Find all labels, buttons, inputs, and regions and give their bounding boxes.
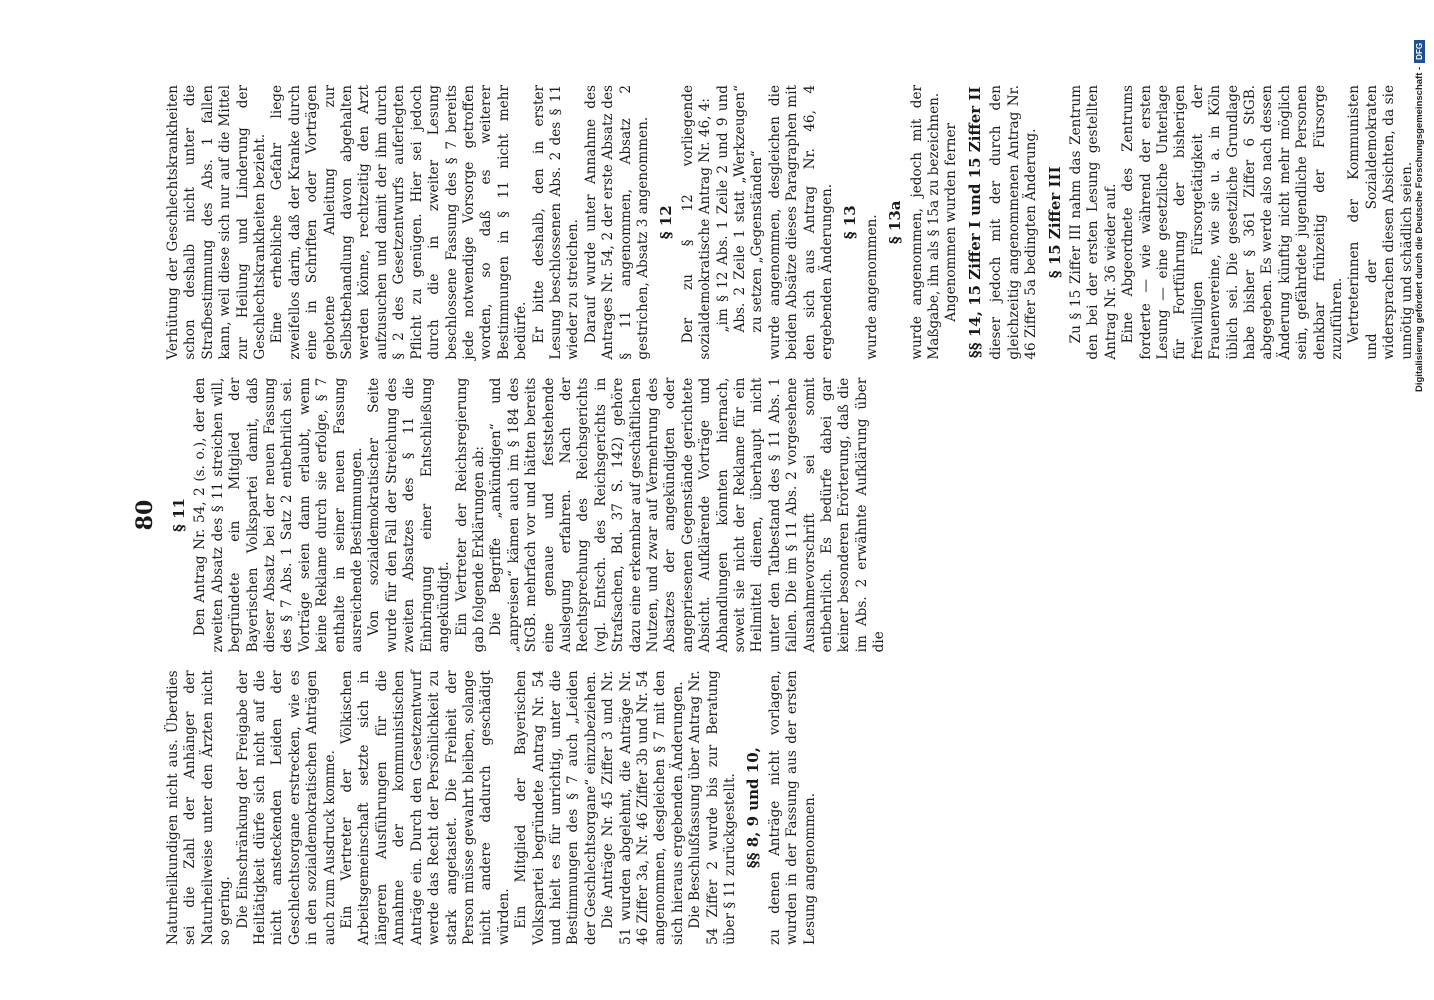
paragraph: Die Begriffe „ankündigen“ und „anpreisen“ kämen auch im § 184 des StGB. mehrfach vor und hätten bereits eine genaue und feststehende Auslegung erfahren. Nach der Rechtsprechung des Reichsgerichts (vgl. Entsch. des Reichsgerichts in Strafsachen, Bd. 37 S. 142) gehöre dazu eine erkennbar auf geschäftlichen Nutzen, und zwar auf Vermehrung des Absatzes der angekündigten oder angepriesenen Gegenstände gerichtete Absicht. Aufklärende Vorträge und Abhandlungen könnten hiernach, soweit sie nicht der Reklame für ein Heilmittel dienen, überhaupt nicht unter den Tatbestand des § 11 Abs. 1 fallen. Die im § 11 Abs. 2 vorgesehene Ausnahmevorschrift sei somit entbehrlich. Es bedürfe dabei gar keiner besonderen Erörterung, daß die im Abs. 2 erwähnte Aufklärung über die — [488, 377, 888, 653]
paragraph: Er bitte deshalb, den in erster Lesung beschlossenen Abs. 2 des § 11 wieder zu streichen. — [530, 84, 582, 360]
paragraph: Darauf wurde unter Annahme des Antrages Nr. 54, 2 der erste Absatz des § 11 angenommen, Absatz 2 gestrichen, Absatz 3 angenommen. — [582, 84, 651, 360]
paragraph: Ein Mitglied der Bayerischen Volkspartei begründete Antrag Nr. 54 und hielt es für unrichtig, unter die Bestimmungen des § 7 auch „Leiden der Geschlechtsorgane“ einzubeziehen. — [513, 670, 599, 945]
paragraph: Von sozialdemokratischer Seite wurde für den Fall der Streichung des zweiten Absatzes des § 11 die Einbringung einer Entschließung angekündigt. — [366, 377, 453, 653]
paragraph: Die Einschränkung der Freigabe der Heiltätigkeit dürfe sich nicht auf die nicht ansteckenden Leiden der Geschlechtsorgane erstrecken, wie es in den sozialdemokratischen Anträgen auch zum Ausdruck komme. — [234, 670, 338, 945]
paragraph: zu denen Anträge nicht vorlagen, wurden in der Fassung aus der ersten Lesung angenommen. — [766, 670, 818, 945]
section-heading: § 13 — [841, 205, 860, 240]
text-column-1 — [165, 670, 945, 945]
section-heading: § 11 — [170, 498, 188, 532]
dfg-logo: DFG — [1414, 40, 1425, 63]
credit-text: Digitalisierung gefördert durch die Deutsche Forschungsgemeinschaft - — [1413, 66, 1425, 392]
paragraph: Die Beschlußfassung über Antrag Nr. 54 Ziffer 2 wurde bis zur Beratung über § 11 zurückgestellt. — [687, 670, 738, 945]
paragraph: dieser jedoch mit der durch den gleichzeitig angenommenen Antrag Nr. 46 Ziffer 5a bedingten Änderung. — [988, 84, 1040, 360]
paragraph: Angenommen wurden ferner — [943, 122, 960, 322]
page-number: 80 — [132, 499, 158, 531]
text-column-2 — [165, 378, 945, 653]
section-heading: § 12 — [657, 205, 676, 240]
paragraph: Verhütung der Geschlechtskrankheiten schon deshalb nicht unter die Strafbestimmung des Abs. 1 fallen kann, weil diese sich nur auf die Mittel zur Heilung und Linderung der Geschlechtskrankheiten bezieht. — [165, 84, 269, 360]
section-heading: §§ 8, 9 und 10, — [744, 747, 763, 869]
paragraph: Vertreterinnen der Kommunisten und der Sozialdemokraten widersprachen diesen Absichten, da sie unnötig und schädlich seien. — [1346, 84, 1415, 360]
text-columns — [165, 84, 1415, 945]
rotated-document-page — [125, 84, 1415, 945]
paragraph: wurde angenommen. — [863, 214, 880, 360]
paragraph: Ein Vertreter der Völkischen Arbeitsgemeinschaft setzte sich in längeren Ausführungen für die Annahme der kommunistischen Anträge ein. Durch den Gesetzentwurf werde das Recht der Persönlichkeit zu stark angetastet. Die Freiheit der Person müsse gewahrt bleiben, solange nicht andere dadurch geschädigt würden. — [339, 670, 512, 945]
section-heading: § 13a — [886, 200, 905, 245]
paragraph: Ein Vertreter der Reichsregierung gab folgende Erklärungen ab: — [453, 377, 487, 653]
paragraph: Eine Abgeordnete des Zentrums forderte — wie während der ersten Lesung — eine gesetzliche Unterlage für Fortführung der bisherigen freiwilligen Fürsorgetätigkeit der Frauenvereine, wie sie u. a. in Köln üblich sei. Die gesetzliche Grundlage habe bisher § 361 Ziffer 6 StGB. abgegeben. Es werde also nach dessen Änderung künftig nicht mehr möglich sein, gefährdete jugendliche Personen denkbar frühzeitig der Fürsorge zuzuführen. — [1120, 84, 1345, 360]
paragraph: Zu § 15 Ziffer III nahm das Zentrum den bei der ersten Lesung gestellten Antrag Nr. 36 wieder auf. — [1067, 84, 1119, 360]
paragraph: „im § 12 Abs. 1 Zeile 2 und 9 und Abs. 2 Zeile 1 statt „Werkzeugen“ zu setzen „Gegenständen“ — [714, 84, 766, 333]
paragraph: Eine erhebliche Gefahr liege zweifellos darin, daß der Kranke durch eine in Schriften oder Vorträgen gebotene Anleitung zur Selbstbehandlung davon abgehalten werden könne, rechtzeitig den Arzt aufzusuchen und damit der ihm durch § 2 des Gesetzentwurfs auferlegten Pflicht zu genügen. Hier sei jedoch durch die in zweiter Lesung beschlossene Fassung des § 7 bereits jede notwendige Vorsorge getroffen worden, so daß es weiterer Bestimmungen in § 11 nicht mehr bedürfe. — [269, 84, 530, 360]
paragraph: Der zu § 12 vorliegende sozialdemokratische Antrag Nr. 46, 4: — [679, 84, 714, 360]
paragraph: Naturheilkundigen nicht aus. Überdies sei die Zahl der Anhänger der Naturheilweise unter den Ärzten nicht so gering. — [165, 670, 234, 945]
text-column-3 — [165, 84, 1415, 360]
section-heading: §§ 14, 15 Ziffer I und 15 Ziffer II — [965, 86, 984, 359]
paragraph: Die Anträge Nr. 45 Ziffer 3 und Nr. 51 wurden abgelehnt, die Anträge Nr. 46 Ziffer 3a, Nr. 46 Ziffer 3b und Nr. 54 angenommen, desgleichen § 7 mit den sich hieraus ergebenden Änderungen. — [600, 670, 686, 945]
paragraph: wurde angenommen, jedoch mit der Maßgabe, ihn als § 15a zu bezeichnen. — [908, 84, 943, 360]
digitization-credit — [1396, 0, 1434, 1000]
paragraph: wurde angenommen, desgleichen die beiden Absätze dieses Paragraphen mit den sich aus Antrag Nr. 46, 4 ergebenden Änderungen. — [766, 84, 836, 360]
section-heading: § 15 Ziffer III — [1045, 166, 1064, 279]
paragraph: Den Antrag Nr. 54, 2 (s. o.), der den zweiten Absatz des § 11 streichen will, begründete ein Mitglied der Bayerischen Volkspartei damit, daß dieser Absatz bei der neuen Fassung des § 7 Abs. 1 Satz 2 entbehrlich sei. Vorträge seien dann erlaubt, wenn keine Reklame durch sie erfolge, § 7 enthalte in seiner neuen Fassung ausreichende Bestimmungen. — [192, 377, 366, 653]
